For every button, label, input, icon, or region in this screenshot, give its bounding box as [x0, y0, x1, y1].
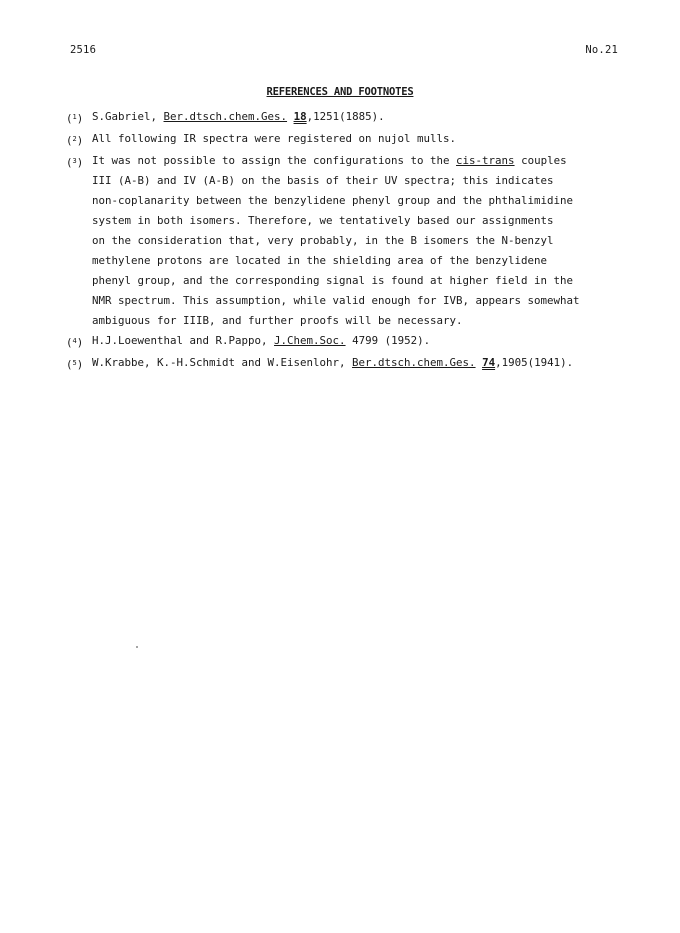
footnote-line: on the consideration that, very probably, in the B isomers the N-benzyl — [92, 234, 554, 247]
footnote-line: methylene protons are located in the shielding area of the benzylidene — [92, 254, 548, 267]
footnote-line: system in both isomers. Therefore, we tentatively based our assignments — [92, 214, 554, 227]
reference-item — [66, 107, 626, 129]
footnote-line: non-coplanarity between the benzylidene phenyl group and the phthalimidine — [92, 194, 574, 207]
journal-volume: 18 — [293, 110, 307, 123]
reference-author: W.Krabbe, K.-H.Schmidt and W.Eisenlohr, — [92, 356, 346, 369]
reference-marker: ($^5$) — [66, 358, 84, 371]
reference-marker: ($^4$) — [66, 336, 84, 349]
footnote-line: phenyl group, and the corresponding signal is found at higher field in the — [92, 274, 574, 287]
section-title: REFERENCES AND FOOTNOTES — [266, 86, 414, 98]
journal-name: J.Chem.Soc. — [274, 334, 346, 347]
journal-name: Ber.dtsch.chem.Ges. — [163, 110, 288, 123]
journal-volume: 74 — [482, 356, 496, 369]
journal-name: Ber.dtsch.chem.Ges. — [352, 356, 476, 369]
reference-citation: ,1905(1941). — [495, 356, 574, 369]
reference-item — [66, 331, 626, 353]
footnote-line: ambiguous for IIIB, and further proofs will be necessary. — [92, 314, 463, 327]
reference-marker: ($^1$) — [66, 112, 84, 125]
reference-item — [66, 151, 626, 331]
reference-marker: ($^3$) — [66, 156, 84, 169]
page-number: 2516 — [70, 44, 97, 56]
footnote-line: NMR spectrum. This assumption, while valid enough for IVB, appears somewhat — [92, 294, 580, 307]
issue-number: No.21 — [585, 44, 618, 56]
reference-item — [66, 353, 626, 375]
reference-citation: 4799 (1952). — [352, 334, 431, 347]
reference-marker: ($^2$) — [66, 134, 84, 147]
reference-item — [66, 129, 626, 151]
reference-author: S.Gabriel, — [92, 110, 158, 123]
reference-citation: ,1251(1885). — [306, 110, 385, 123]
reference-list — [66, 107, 626, 375]
scan-speck — [136, 646, 138, 648]
reference-author: H.J.Loewenthal and R.Pappo, — [92, 334, 268, 347]
reference-text: All following IR spectra were registered on nujol mulls. — [92, 132, 457, 145]
footnote-line: III (A-B) and IV (A-B) on the basis of their UV spectra; this indicates — [92, 174, 554, 187]
footnote-line: It was not possible to assign the configurations to the cis-trans couples — [92, 154, 567, 167]
cis-trans-term: cis-trans — [456, 154, 515, 167]
